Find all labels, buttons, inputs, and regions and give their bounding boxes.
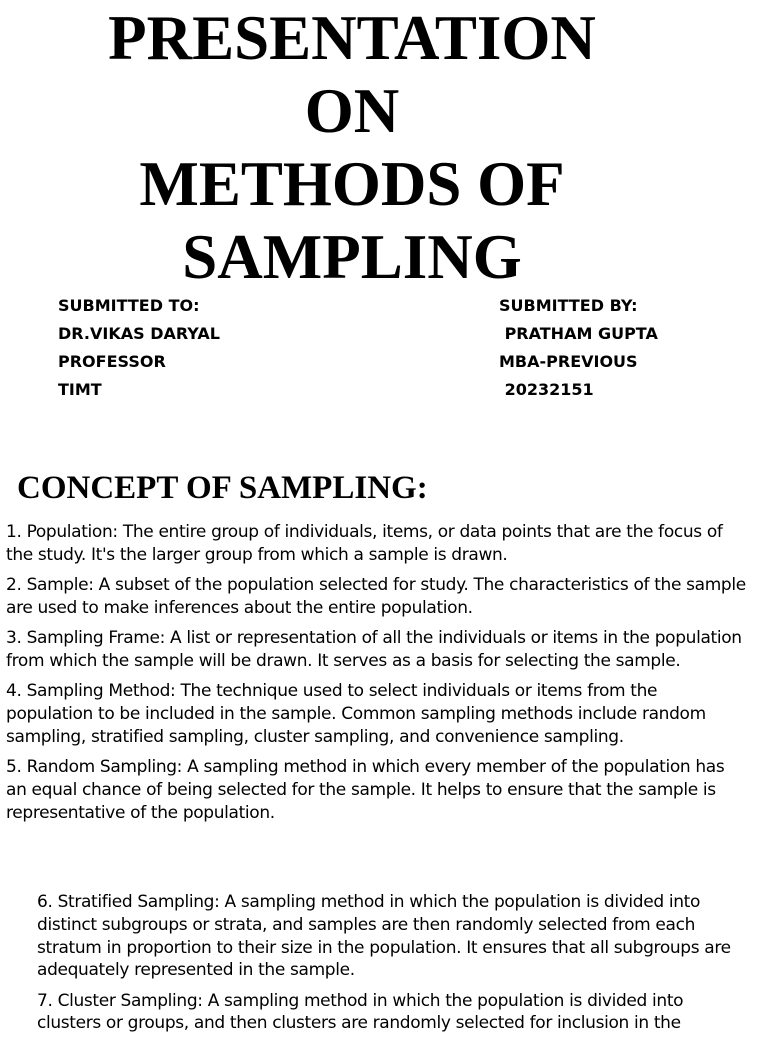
list-item: 3. Sampling Frame: A list or representation of all the individuals or items in the population from which the sample will be drawn. It serves as a basis for selecting the sample.	[6, 628, 742, 671]
presentation-title	[0, 2, 704, 294]
title-line-3: METHODS OF	[139, 149, 565, 219]
submitted-to-heading: SUBMITTED TO:	[58, 296, 200, 315]
submitted-by-roll-number: 20232151	[499, 380, 594, 399]
submitted-by-heading: SUBMITTED BY:	[499, 296, 638, 315]
title-line-4: SAMPLING	[182, 222, 522, 292]
list-item: 1. Population: The entire group of individuals, items, or data points that are the focus of the study. It's the larger group from which a sample is drawn.	[6, 522, 723, 565]
submitted-to-designation: PROFESSOR	[58, 352, 166, 371]
list-item: 2. Sample: A subset of the population selected for study. The characteristics of the sample are used to make inferences about the entire population.	[6, 575, 746, 618]
submitted-to-institute: TIMT	[58, 380, 102, 399]
submitted-to-block	[58, 292, 220, 404]
title-line-1: PRESENTATION	[108, 3, 596, 73]
list-item: 6. Stratified Sampling: A sampling method in which the population is divided into distinct subgroups or strata, and samples are then randomly selected from each stratum in proportion to their size in the population. It ensures that all subgroups are adequately represented in the sample.	[37, 892, 731, 981]
concept-list	[6, 521, 746, 832]
list-item: 4. Sampling Method: The technique used to select individuals or items from the population to be included in the sample. Common sampling methods include random sampling, stratified sampling, cluster sampling, and convenience sampling.	[6, 681, 706, 747]
list-item: 5. Random Sampling: A sampling method in which every member of the population has an equal chance of being selected for the sample. It helps to ensure that the sample is representative of the population.	[6, 757, 725, 823]
submitted-to-name: DR.VIKAS DARYAL	[58, 324, 220, 343]
concept-list-continued	[37, 891, 747, 1043]
title-line-2: ON	[304, 76, 400, 146]
concept-heading: CONCEPT OF SAMPLING:	[17, 470, 428, 506]
list-item: 7. Cluster Sampling: A sampling method in which the population is divided into clusters or groups, and then clusters are randomly selected for inclusion in the	[37, 990, 684, 1034]
submitted-by-course: MBA-PREVIOUS	[499, 352, 638, 371]
submitted-by-name: PRATHAM GUPTA	[499, 324, 658, 343]
submitted-by-block	[499, 292, 658, 404]
